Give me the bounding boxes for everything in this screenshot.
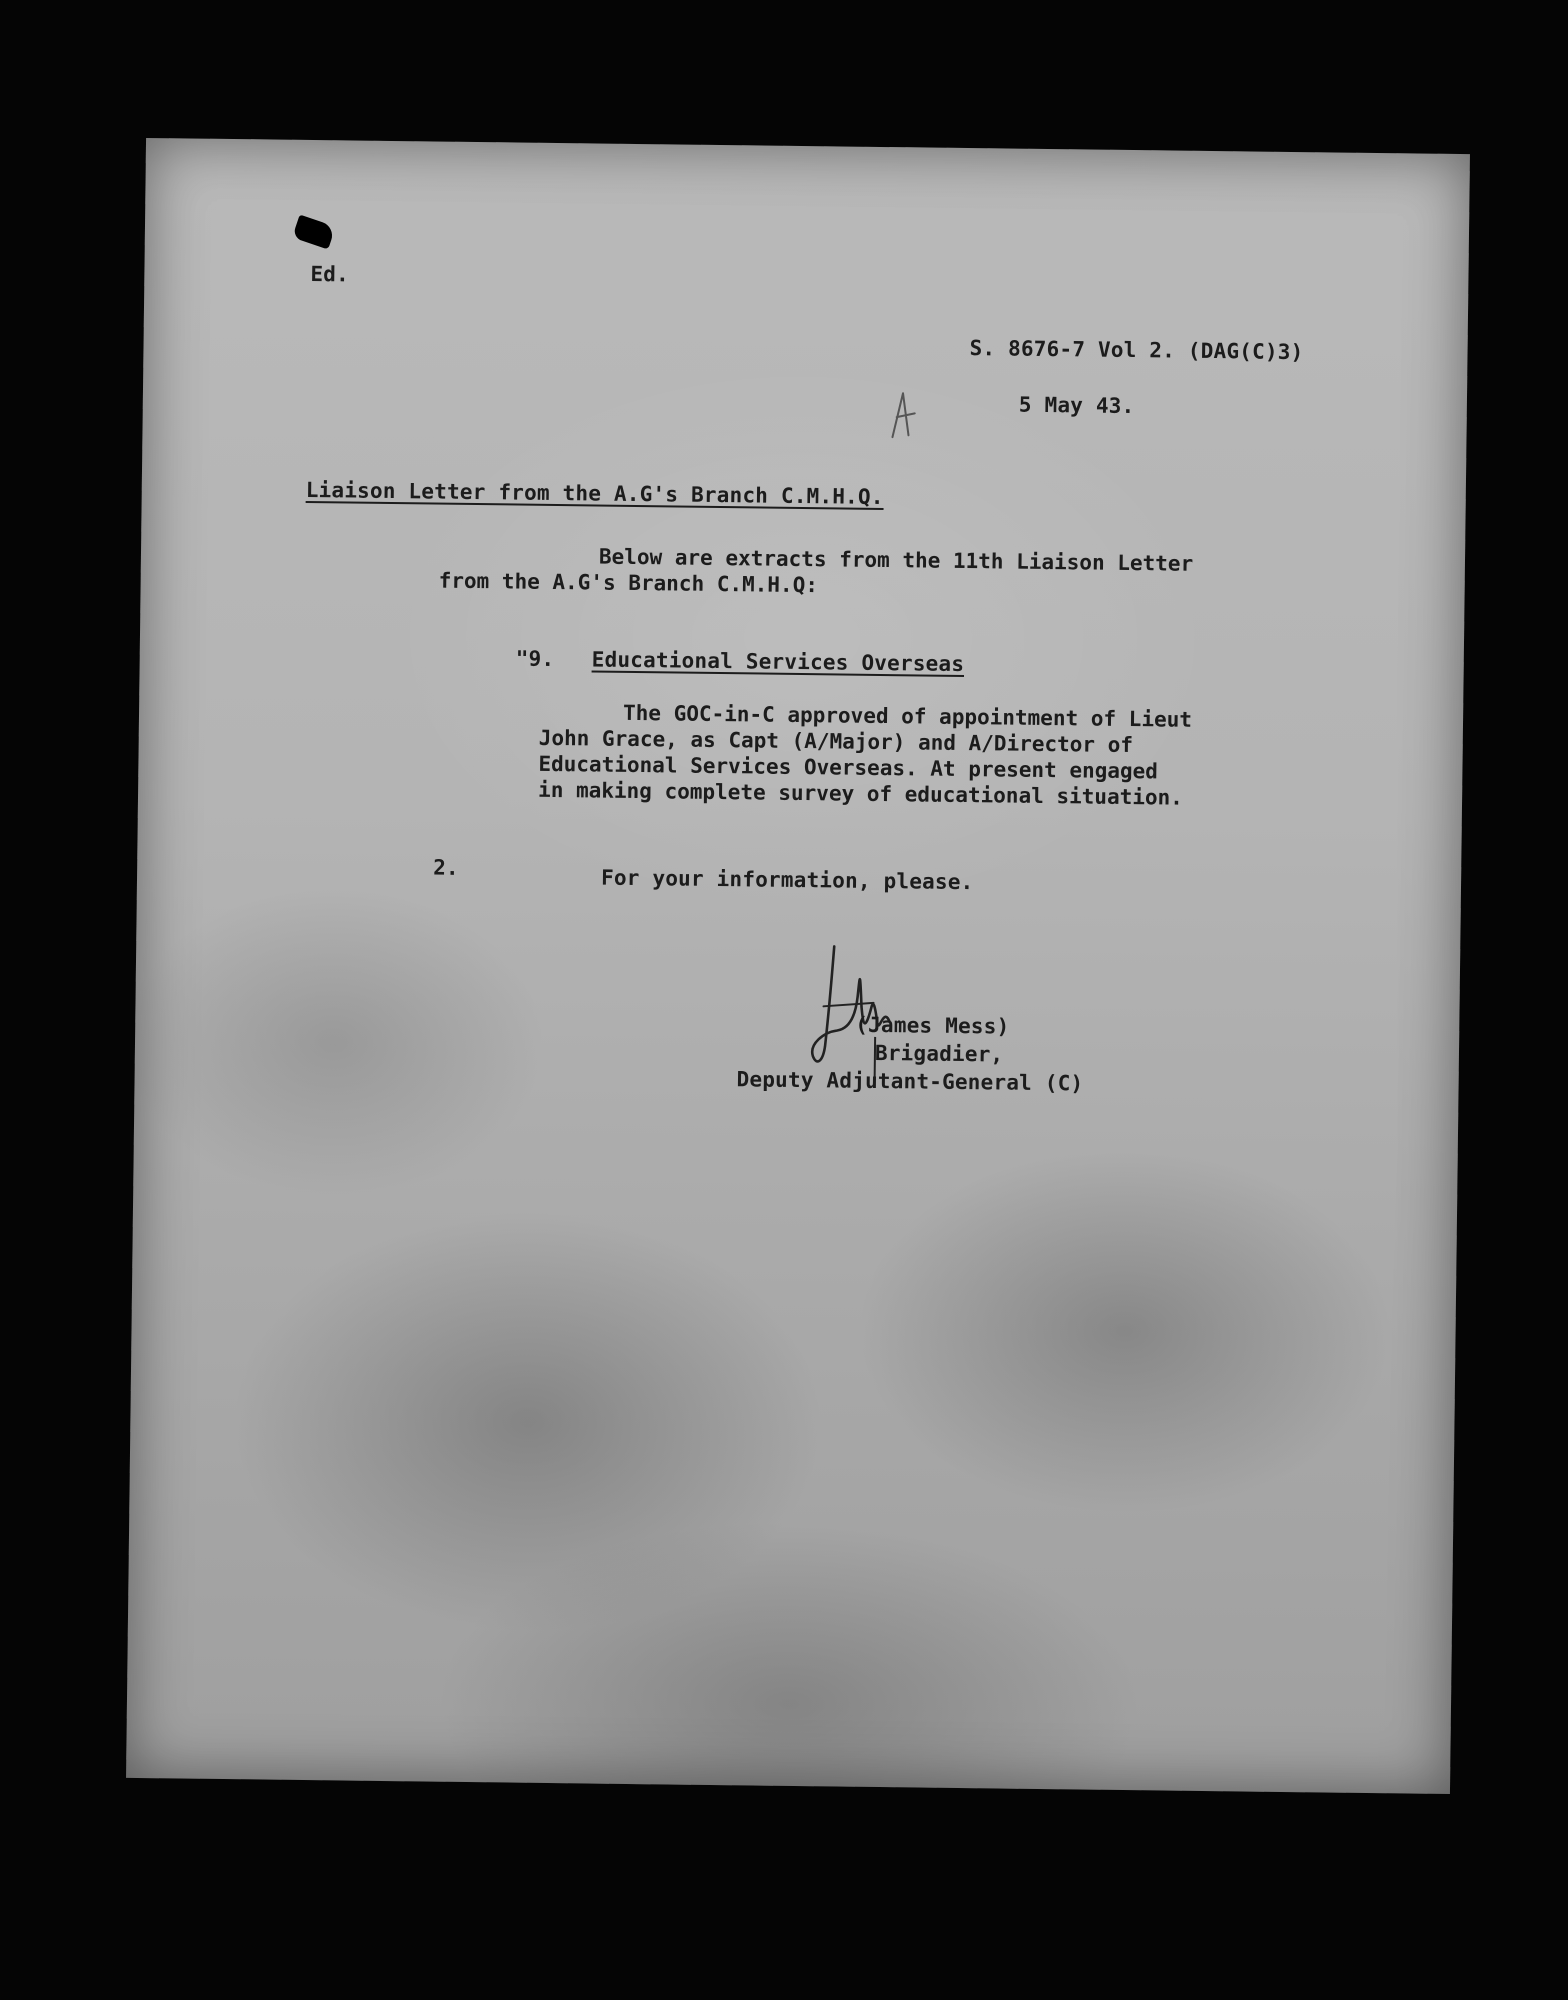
section-number: "9. <box>515 646 555 671</box>
section-line: The GOC-in-C approved of appointment of Lieut <box>622 700 1193 732</box>
signatory-rank: Brigadier, <box>874 1040 1004 1067</box>
intro-paragraph <box>439 542 1194 603</box>
document-sheet <box>126 138 1470 1794</box>
section-heading: Educational Services Overseas <box>591 647 965 677</box>
intro-line: from the A.G's Branch C.M.H.Q: <box>438 568 819 598</box>
letter-date: 5 May 43. <box>1018 392 1135 419</box>
section-line: in making complete survey of educational situation. <box>537 777 1184 810</box>
intro-line: Below are extracts from the 11th Liaison Letter <box>598 544 1194 576</box>
section-line: John Grace, as Capt (A/Major) and A/Director of <box>538 725 1134 758</box>
para2-text: For your information, please. <box>600 865 974 895</box>
ink-blot <box>292 215 336 250</box>
pencil-mark <box>884 387 925 447</box>
section-line: Educational Services Overseas. At present engaged <box>538 751 1159 784</box>
file-reference: S. 8676-7 Vol 2. (DAG(C)3) <box>969 336 1304 365</box>
para2-number: 2. <box>433 855 460 880</box>
ed-mark: Ed. <box>310 261 350 287</box>
signatory-name: (James Mess) <box>855 1012 1010 1039</box>
letter-title: Liaison Letter from the A.G's Branch C.M.H.Q. <box>305 477 884 510</box>
signatory-title: Deputy Adjutant-General (C) <box>736 1067 1084 1096</box>
section-body <box>538 699 1192 811</box>
